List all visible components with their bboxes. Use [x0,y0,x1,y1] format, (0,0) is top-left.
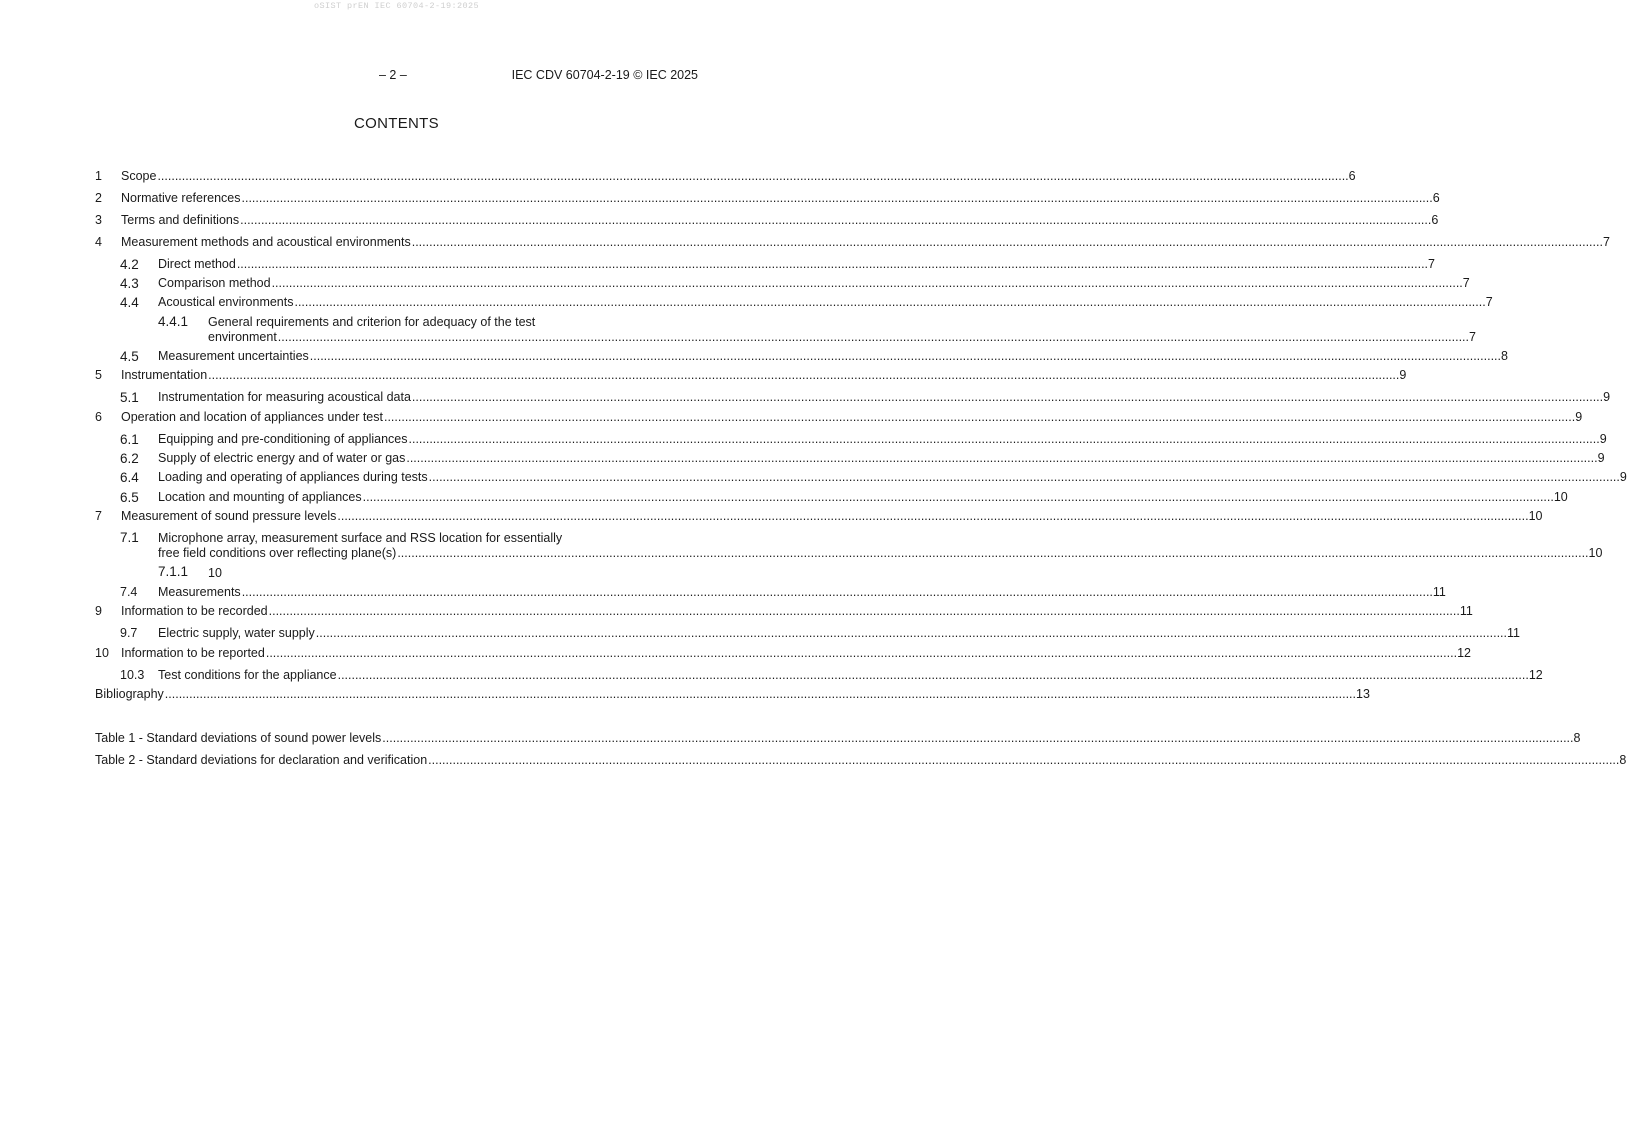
toc-entry-number: 3 [95,213,102,227]
toc-entry[interactable] [120,275,1470,291]
dot-leader [293,295,1485,310]
toc-entry-title: Supply of electric energy and of water or gas [158,451,406,465]
toc-entry-title: Instrumentation [121,368,208,382]
toc-entry-page: 6 [1431,213,1439,227]
dot-leader [236,257,1428,272]
toc-entry-page: 11 [1507,626,1520,640]
toc-entry[interactable] [95,168,1356,184]
toc-entry-title: Measurement methods and acoustical environments [121,235,411,249]
toc-entry-number: 4.5 [120,349,139,364]
toc-entry-number: 7 [95,509,102,523]
toc-entry[interactable] [95,508,1543,524]
dot-leader [427,753,1619,768]
dot-leader [336,509,1528,524]
toc-entry-page: 9 [1599,432,1607,446]
dot-leader [405,451,1597,466]
toc-entry-title: Loading and operating of appliances during tests [158,470,428,484]
toc-entry[interactable] [120,348,1508,364]
toc-entry-page: 7 [1602,235,1610,249]
dot-leader [241,191,1433,206]
toc-entry[interactable] [95,190,1440,206]
toc-entry[interactable] [95,409,1583,425]
toc-entry-number: 6.4 [120,470,139,485]
toc-entry-page: 12 [1457,646,1471,660]
toc-entry-number: 6.5 [120,490,139,505]
dot-leader [207,368,1399,383]
toc-entry-page: 8 [1501,349,1508,363]
toc-entry-page: 12 [1528,668,1543,682]
toc-entry-number: 6.1 [120,432,139,447]
dot-leader [337,668,1529,683]
toc-entry[interactable] [120,431,1607,447]
dot-leader [156,169,1348,184]
dot-leader [383,410,1575,425]
dot-leader [239,213,1431,228]
document-reference: IEC CDV 60704-2-19 © IEC 2025 [511,68,698,82]
toc-entry[interactable] [120,294,1493,310]
toc-entry-page: 11 [1432,585,1446,599]
toc-entry-title: Information to be reported [121,646,265,660]
toc-entry-page: 7 [1485,295,1493,309]
toc-entry-title: Test conditions for the appliance [158,668,337,682]
toc-entry[interactable] [95,212,1439,228]
toc-entry-number: 7.1.1 [158,564,189,579]
toc-entry[interactable] [120,256,1435,272]
toc-entry-page: 9 [1575,410,1583,424]
toc-entry-number: 4.2 [120,257,139,272]
toc-entry[interactable] [208,329,1476,345]
dot-leader [428,470,1620,485]
toc-entry-page: 7 [1428,257,1435,271]
toc-entry-page: 9 [1619,470,1627,484]
contents-title: CONTENTS [354,115,439,132]
toc-entry-number: 10 [95,646,109,660]
toc-entry-page: 13 [1356,687,1370,701]
toc-entry[interactable] [120,625,1520,641]
toc-entry-page: 10 [1528,509,1543,523]
toc-entry-page: 9 [1597,451,1605,465]
toc-entry-number: 4.4 [120,295,139,310]
dot-leader [309,349,1501,364]
toc-entry-number: 7.4 [120,585,138,599]
toc-entry-title: environment [208,330,277,344]
toc-entry[interactable] [95,603,1473,619]
toc-entry[interactable] [95,645,1471,661]
toc-entry-page: 7 [1462,276,1470,290]
toc-entry-number: 7.1 [120,530,139,545]
dot-leader [277,330,1469,345]
toc-entry-page: 11 [1459,604,1473,618]
page-number: – 2 – [379,68,407,82]
toc-entry-title: Measurement uncertainties [158,349,309,363]
toc-entry-title: 10 [208,566,222,580]
toc-entry[interactable] [120,469,1627,485]
dot-leader [268,604,1460,619]
dot-leader [265,646,1457,661]
toc-entry-page: 7 [1469,330,1476,344]
toc-entry-page: 6 [1348,169,1356,183]
toc-entry-title: Direct method [158,257,236,271]
toc-entry-title: Bibliography [95,687,164,701]
toc-entry-number: 4.3 [120,276,139,291]
toc-entry-title: Comparison method [158,276,271,290]
toc-entry-title: Normative references [121,191,241,205]
toc-entry-title: Measurements [158,585,241,599]
dot-leader [381,731,1573,746]
toc-entry[interactable] [95,234,1610,250]
dot-leader [315,626,1507,641]
toc-entry-number: 6 [95,410,102,424]
dot-leader [362,490,1554,505]
table-list-entry[interactable] [95,730,1581,746]
toc-entry-number: 4 [95,235,102,249]
dot-leader [411,390,1603,405]
toc-entry-title: Information to be recorded [121,604,268,618]
toc-entry-number: 9.7 [120,626,138,640]
toc-entry-title: Measurement of sound pressure levels [121,509,337,523]
toc-entry[interactable] [120,489,1568,505]
toc-entry-page: 10 [1588,546,1603,560]
toc-entry-number: 4.4.1 [158,314,189,329]
toc-entry[interactable] [120,389,1611,405]
dot-leader [411,235,1603,250]
toc-entry-title: free field conditions over reflecting plane(s) [158,546,397,560]
toc-entry[interactable] [95,367,1407,383]
toc-entry-page: 6 [1432,191,1440,205]
dot-leader [396,546,1588,561]
toc-entry-title: Acoustical environments [158,295,294,309]
toc-entry-number: 9 [95,604,102,618]
toc-entry-number: 6.2 [120,451,139,466]
toc-entry-number: 5 [95,368,102,382]
dot-leader [164,687,1356,702]
table-list-page: 8 [1573,731,1581,745]
toc-entry-page: 9 [1399,368,1407,382]
toc-entry-page: 9 [1603,390,1611,404]
toc-entry-title: Operation and location of appliances under test [121,410,383,424]
toc-entry-title: Scope [121,169,157,183]
toc-entry[interactable] [120,667,1543,683]
table-list-page: 8 [1619,753,1627,767]
toc-entry[interactable] [120,584,1446,600]
toc-entry[interactable] [120,450,1605,466]
toc-entry-number: 1 [95,169,102,183]
table-list-title: Table 2 - Standard deviations for declaration and verification [95,753,428,767]
dot-leader [241,585,1433,600]
toc-entry-title-line1: Microphone array, measurement surface and RSS location for essentially [158,531,563,545]
toc-entry-number: 2 [95,191,102,205]
table-list-title: Table 1 - Standard deviations of sound power levels [95,731,382,745]
toc-entry-title: Instrumentation for measuring acoustical data [158,390,411,404]
toc-entry-title: Equipping and pre-conditioning of appliances [158,432,408,446]
dot-leader [271,276,1463,291]
toc-entry-title: Location and mounting of appliances [158,490,362,504]
toc-entry-number: 5.1 [120,390,139,405]
watermark: oSIST prEN IEC 60704-2-19:2025 [313,1,480,11]
toc-entry-title: Electric supply, water supply [158,626,315,640]
toc-entry[interactable] [95,686,1370,702]
table-list-entry[interactable] [95,752,1627,768]
dot-leader [408,432,1600,447]
toc-entry[interactable] [158,545,1603,561]
toc-entry-title: Terms and definitions [121,213,240,227]
toc-entry-page: 10 [1553,490,1568,504]
toc-entry-title-line1: General requirements and criterion for adequacy of the test [208,315,536,329]
toc-entry-number: 10.3 [120,668,145,682]
